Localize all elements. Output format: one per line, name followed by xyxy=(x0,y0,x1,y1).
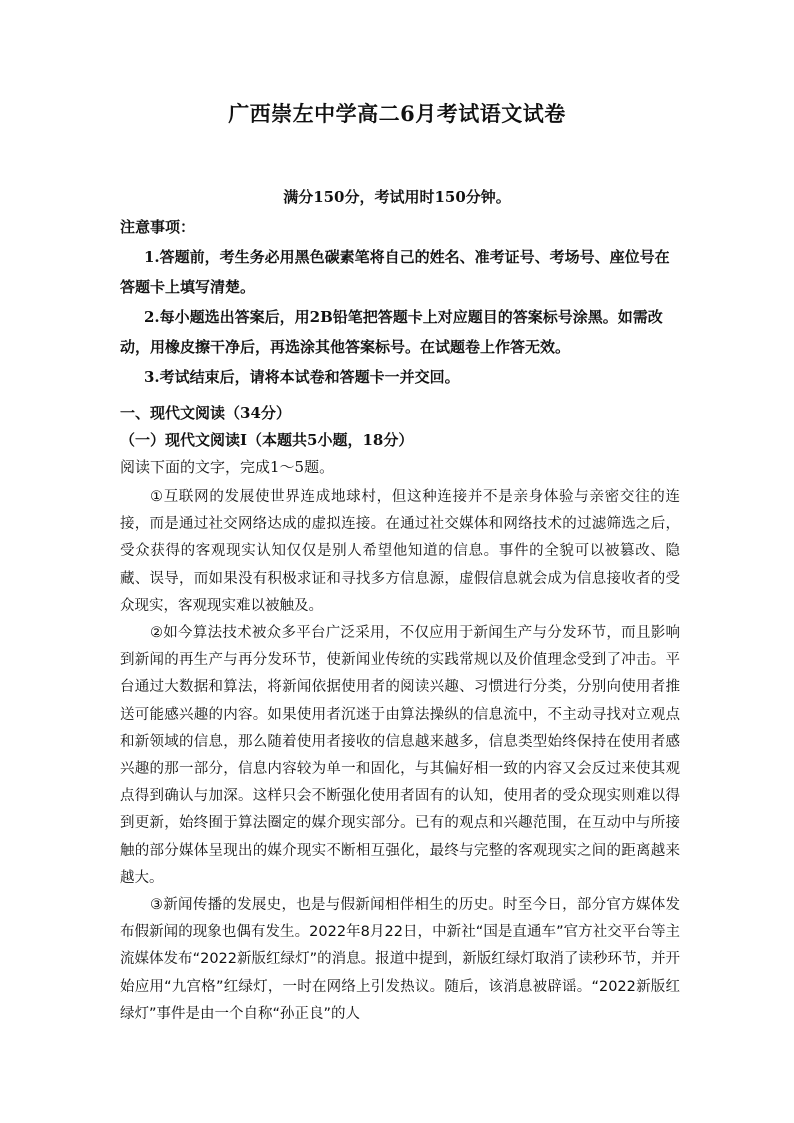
note-item: 3.考试结束后，请将本试卷和答题卡一并交回。 xyxy=(144,368,460,386)
subsection-heading: （一）现代文阅读Ⅰ（本题共5小题，18分） xyxy=(120,431,414,449)
note-item: 1.答题前，考生务必用黑色碳素笔将自己的姓名、准考证号、考场号、座位号在答题卡上填写清楚。 xyxy=(120,248,670,296)
note-item: 2.每小题选出答案后，用2B铅笔把答题卡上对应题目的答案标号涂黑。如需改动，用橡皮擦干净后，再选涂其他答案标号。在试题卷上作答无效。 xyxy=(120,308,663,356)
passage-paragraph: ③新闻传播的发展史，也是与假新闻相伴相生的历史。时至今日，部分官方媒体发布假新闻的现象也偶有发生。2022年8月22日，中新社“国是直通车”官方社交平台等主流媒体发布“2022新版红绿灯”的消息。报道中提到，新版红绿灯取消了读秒环节，并开始应用“九宫格”红绿灯，一时在网络上引发热议。随后，该消息被辟谣。“2022新版红绿灯”事件是由一个自称“孙正良”的人 xyxy=(120,897,680,1022)
reading-passage xyxy=(120,484,680,1028)
passage-paragraph: ②如今算法技术被众多平台广泛采用，不仅应用于新闻生产与分发环节，而且影响到新闻的再生产与再分发环节，使新闻业传统的实践常规以及价值理念受到了冲击。平台通过大数据和算法，将新闻依据使用者的阅读兴趣、习惯进行分类，分别向使用者推送可能感兴趣的内容。如果使用者沉迷于由算法操纵的信息流中，不主动寻找对立观点和新领域的信息，那么随着使用者接收的信息越来越多，信息类型始终保持在使用者感兴趣的那一部分，信息内容较为单一和固化，与其偏好相一致的内容又会反过来使其观点得到确认与加深。这样只会不断强化使用者固有的认知，使用者的受众现实则难以得到更新，始终囿于算法圈定的媒介现实部分。已有的观点和兴趣范围，在互动中与所接触的部分媒体呈现出的媒介现实不断相互强化，最终与完整的客观现实之间的距离越来越大。 xyxy=(120,625,680,886)
notes-heading: 注意事项： xyxy=(120,218,196,236)
section-heading: 一、现代文阅读（34分） xyxy=(120,404,291,422)
passage-paragraph: ①互联网的发展使世界连成地球村，但这种连接并不是亲身体验与亲密交往的连接，而是通过社交网络达成的虚拟连接。在通过社交媒体和网络技术的过滤筛选之后，受众获得的客观现实认知仅仅是别人希望他知道的信息。事件的全貌可以被篡改、隐藏、误导，而如果没有积极求证和寻找多方信息源，虚假信息就会成为信息接收者的受众现实，客观现实难以被触及。 xyxy=(120,489,680,614)
page-title: 广西崇左中学高二6月考试语文试卷 xyxy=(228,101,566,126)
instruction-text: 阅读下面的文字，完成1～5题。 xyxy=(120,458,335,476)
notes-block xyxy=(120,212,680,392)
exam-info: 满分150分，考试用时150分钟。 xyxy=(283,188,511,206)
